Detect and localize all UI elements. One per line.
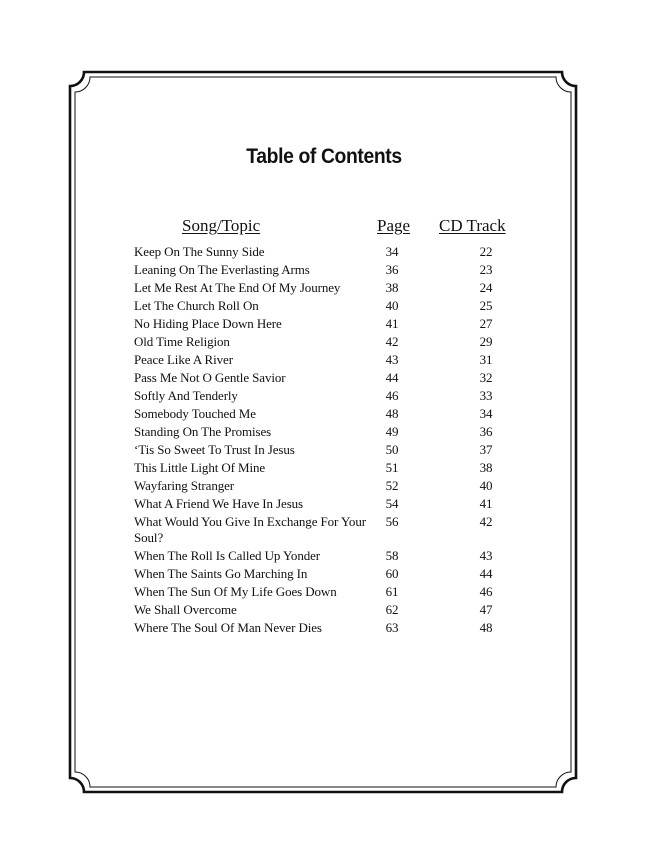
page-number: 52 — [385, 478, 399, 493]
cd-track-number: 44 — [479, 566, 493, 581]
list-item — [134, 333, 514, 351]
cd-track-number: 42 — [479, 514, 493, 529]
song-title: Standing On The Promises — [134, 424, 272, 439]
cd-track-number: 48 — [479, 620, 493, 635]
page-number: 62 — [385, 602, 399, 617]
list-item — [134, 315, 514, 333]
list-item — [134, 495, 514, 513]
page-number: 60 — [385, 566, 399, 581]
cd-track-number: 37 — [479, 442, 493, 457]
song-title: When The Saints Go Marching In — [134, 566, 308, 581]
list-item — [134, 279, 514, 297]
list-item — [134, 601, 514, 619]
cd-track-number: 29 — [479, 334, 493, 349]
song-title: ‘Tis So Sweet To Trust In Jesus — [134, 442, 295, 457]
cd-track-number: 34 — [479, 406, 493, 421]
song-title: When The Roll Is Called Up Yonder — [134, 548, 321, 563]
page-number: 56 — [385, 514, 399, 529]
page-number: 34 — [385, 244, 399, 259]
page-number: 41 — [385, 316, 399, 331]
page-number: 61 — [385, 584, 399, 599]
song-title: Leaning On The Everlasting Arms — [134, 262, 310, 277]
song-title: What A Friend We Have In Jesus — [134, 496, 304, 511]
cd-track-number: 33 — [479, 388, 493, 403]
song-title: Where The Soul Of Man Never Dies — [134, 620, 322, 635]
song-title: Peace Like A River — [134, 352, 233, 367]
song-title: When The Sun Of My Life Goes Down — [134, 584, 337, 599]
song-title: Pass Me Not O Gentle Savior — [134, 370, 286, 385]
song-title: No Hiding Place Down Here — [134, 316, 282, 331]
song-title: Old Time Religion — [134, 334, 230, 349]
cd-track-number: 22 — [479, 244, 493, 259]
list-item — [134, 351, 514, 369]
page-number: 46 — [385, 388, 399, 403]
list-item — [134, 423, 514, 441]
list-item — [134, 619, 514, 637]
list-item — [134, 243, 514, 261]
cd-track-number: 23 — [479, 262, 493, 277]
cd-track-number: 31 — [479, 352, 493, 367]
page-number: 58 — [385, 548, 399, 563]
cd-track-number: 46 — [479, 584, 493, 599]
cd-track-number: 43 — [479, 548, 493, 563]
cd-track-number: 47 — [479, 602, 493, 617]
list-item — [134, 261, 514, 279]
list-item — [134, 583, 514, 601]
page-number: 40 — [385, 298, 399, 313]
song-title: Wayfaring Stranger — [134, 478, 235, 493]
page-number: 42 — [385, 334, 399, 349]
page-number: 38 — [385, 280, 399, 295]
page-number: 36 — [385, 262, 399, 277]
cd-track-number: 38 — [479, 460, 493, 475]
list-item — [134, 405, 514, 423]
column-header-song: Song/Topic — [182, 216, 261, 235]
column-header-page: Page — [377, 216, 411, 235]
page-number: 48 — [385, 406, 399, 421]
list-item — [134, 297, 514, 315]
page-number: 43 — [385, 352, 399, 367]
page-number: 51 — [385, 460, 399, 475]
list-item — [134, 565, 514, 583]
song-title: Somebody Touched Me — [134, 406, 256, 421]
song-title: What Would You Give In Exchange For Your Soul? — [134, 514, 366, 545]
list-item — [134, 547, 514, 565]
list-item — [134, 387, 514, 405]
page-number: 54 — [385, 496, 399, 511]
song-title: Let Me Rest At The End Of My Journey — [134, 280, 341, 295]
contents-list — [134, 243, 514, 637]
page-title: Table of Contents — [246, 145, 402, 168]
list-item — [134, 369, 514, 387]
cd-track-number: 25 — [479, 298, 493, 313]
list-item — [134, 477, 514, 495]
song-title: This Little Light Of Mine — [134, 460, 266, 475]
page-number: 63 — [385, 620, 399, 635]
list-item — [134, 459, 514, 477]
cd-track-number: 27 — [479, 316, 493, 331]
cd-track-number: 24 — [479, 280, 493, 295]
page-number: 50 — [385, 442, 399, 457]
column-header-cd-track: CD Track — [439, 216, 506, 235]
cd-track-number: 40 — [479, 478, 493, 493]
song-title: Let The Church Roll On — [134, 298, 259, 313]
song-title: Softly And Tenderly — [134, 388, 238, 403]
list-item — [134, 513, 514, 547]
page-number: 44 — [385, 370, 399, 385]
song-title: We Shall Overcome — [134, 602, 237, 617]
song-title: Keep On The Sunny Side — [134, 244, 265, 259]
page-number: 49 — [385, 424, 399, 439]
cd-track-number: 36 — [479, 424, 493, 439]
list-item — [134, 441, 514, 459]
cd-track-number: 32 — [479, 370, 493, 385]
cd-track-number: 41 — [479, 496, 493, 511]
